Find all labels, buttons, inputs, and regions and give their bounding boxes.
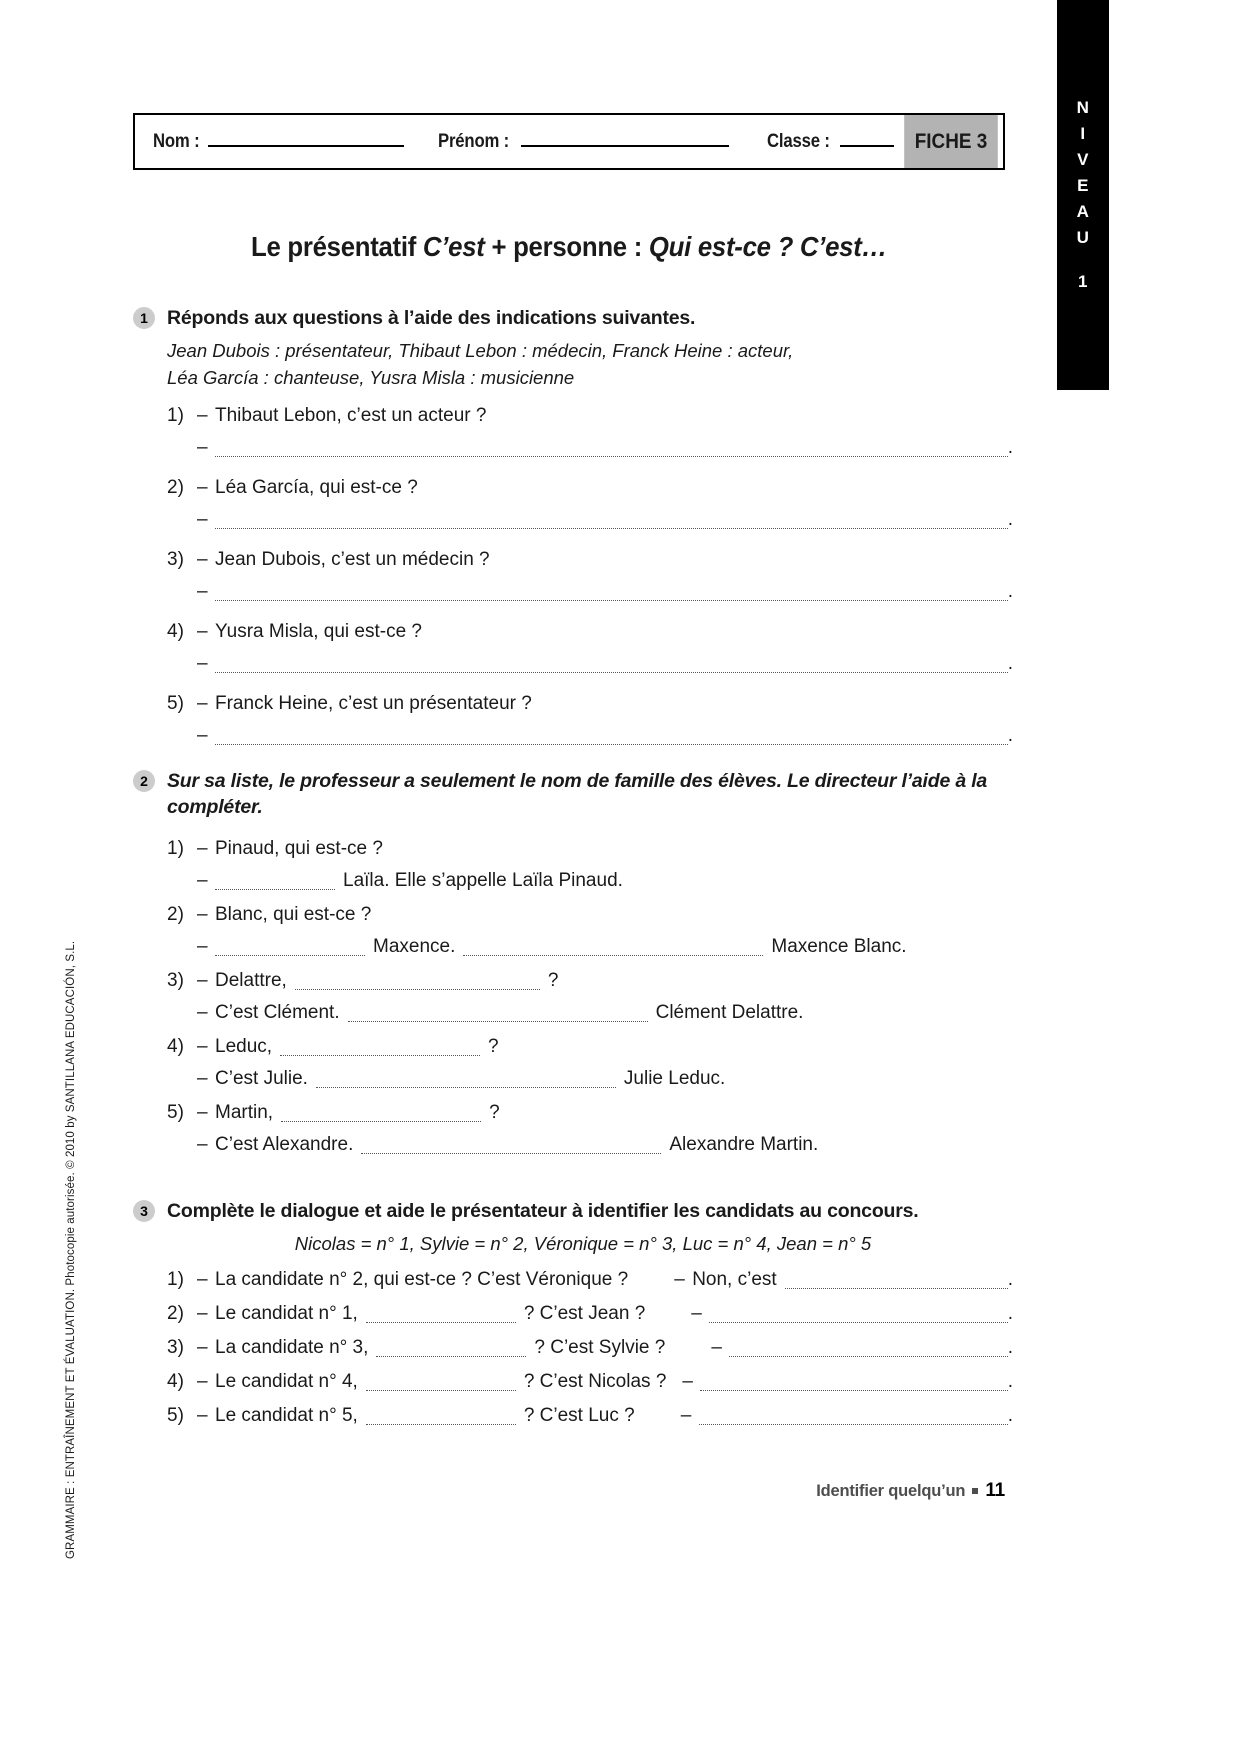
question-row <box>167 1333 1013 1363</box>
niveau-letter: A <box>1076 202 1090 221</box>
answer-dash: – <box>682 1371 693 1392</box>
prenom-label: Prénom : <box>437 130 509 152</box>
fiche-badge: FICHE 3 <box>904 115 998 168</box>
exercise-2-header <box>133 768 1013 820</box>
question-blank[interactable] <box>366 1389 516 1391</box>
question-blank[interactable] <box>376 1355 526 1357</box>
answer-row <box>167 649 1013 679</box>
answer-period: . <box>1007 437 1013 458</box>
answer-tail: Maxence Blanc. <box>771 936 907 957</box>
item-question-post: ? <box>489 1102 500 1123</box>
answer-blank[interactable] <box>729 1355 1007 1357</box>
answer-dash: – <box>197 870 208 891</box>
item-question-post: ? C’est Sylvie ? <box>534 1337 666 1358</box>
exercise-1-items <box>167 401 1013 751</box>
answer-text: Maxence. <box>373 936 456 957</box>
question-row <box>167 1299 1013 1329</box>
answer-row <box>167 998 1013 1028</box>
footer-square-icon <box>972 1488 978 1494</box>
question-row <box>167 689 1013 719</box>
item-dash: – <box>197 970 208 991</box>
answer-blank[interactable] <box>215 599 1008 601</box>
answer-pre: C’est Alexandre. <box>215 1134 354 1155</box>
page-title <box>168 231 970 263</box>
item-question-pre: Le candidat n° 4, <box>215 1371 358 1392</box>
item-number: 5) <box>167 693 184 714</box>
classe-label: Classe : <box>766 130 830 152</box>
answer-period: . <box>1007 725 1013 746</box>
answer-blank[interactable] <box>215 527 1008 529</box>
answer-row <box>167 932 1013 962</box>
item-number: 5) <box>167 1102 184 1123</box>
item-question-post: ? C’est Nicolas ? <box>523 1371 667 1392</box>
niveau-letter: U <box>1076 228 1090 247</box>
footer-label: Identifier quelqu’un <box>816 1482 966 1500</box>
exercise-1-number: 1 <box>133 307 155 329</box>
item-question: Franck Heine, c’est un présentateur ? <box>215 693 532 714</box>
classe-input-rule[interactable] <box>840 144 894 147</box>
niveau-tab <box>1057 0 1109 390</box>
question-row <box>167 401 1013 431</box>
answer-tail: Non, c’est <box>692 1269 777 1290</box>
niveau-letter: E <box>1077 176 1089 195</box>
question-row <box>167 966 1013 996</box>
answer-blank[interactable] <box>215 888 335 890</box>
question-row <box>167 1265 1013 1295</box>
item-question: Jean Dubois, c’est un médecin ? <box>215 549 490 570</box>
answer-dash: – <box>197 1068 208 1089</box>
answer-dash: – <box>197 581 208 602</box>
item-number: 4) <box>167 1036 184 1057</box>
answer-period: . <box>1007 1405 1013 1426</box>
answer-blank[interactable] <box>700 1389 1007 1391</box>
answer-blank[interactable] <box>709 1321 1007 1323</box>
item-question: Blanc, qui est-ce ? <box>215 904 372 925</box>
exercise-2-number: 2 <box>133 770 155 792</box>
item-question-post: ? C’est Jean ? <box>523 1303 646 1324</box>
item-number: 4) <box>167 1371 184 1392</box>
answer-blank[interactable] <box>699 1423 1008 1425</box>
niveau-number: 1 <box>1078 272 1088 291</box>
question-row <box>167 1098 1013 1128</box>
answer-period: . <box>1007 653 1013 674</box>
item-number: 1) <box>167 405 184 426</box>
answer-dash: – <box>197 509 208 530</box>
item-dash: – <box>197 1036 208 1057</box>
item-question: Pinaud, qui est-ce ? <box>215 838 383 859</box>
item-number: 2) <box>167 477 184 498</box>
item-question-post: ? <box>488 1036 499 1057</box>
answer-blank[interactable] <box>785 1287 1008 1289</box>
title-italic2: Qui est-ce ? C’est… <box>648 231 888 262</box>
answer-row <box>167 866 1013 896</box>
answer-period: . <box>1007 1337 1013 1358</box>
item-dash: – <box>197 477 208 498</box>
question-row <box>167 1032 1013 1062</box>
exercise-1-cue-line-1: Jean Dubois : présentateur, Thibaut Lebon : médecin, Franck Heine : acteur, <box>167 340 794 361</box>
item-dash: – <box>197 1269 208 1290</box>
answer-tail: Alexandre Martin. <box>669 1134 819 1155</box>
title-italic1: C’est <box>422 231 485 262</box>
answer-dash: – <box>674 1269 685 1290</box>
question-row <box>167 617 1013 647</box>
answer-blank[interactable] <box>215 954 365 956</box>
answer-row <box>167 1130 1013 1160</box>
answer-dash: – <box>197 936 208 957</box>
item-dash: – <box>197 1405 208 1426</box>
item-number: 5) <box>167 1405 184 1426</box>
answer-row <box>167 577 1013 607</box>
item-dash: – <box>197 549 208 570</box>
question-blank[interactable] <box>280 1054 480 1056</box>
nom-label: Nom : <box>153 130 200 152</box>
item-dash: – <box>197 1102 208 1123</box>
answer-blank[interactable] <box>215 743 1008 745</box>
item-number: 4) <box>167 621 184 642</box>
item-question: Léa García, qui est-ce ? <box>215 477 418 498</box>
page-footer <box>133 1480 1005 1502</box>
question-row <box>167 900 1013 930</box>
answer-dash: – <box>197 437 208 458</box>
exercise-2 <box>133 768 1013 1160</box>
answer-period: . <box>1007 1371 1013 1392</box>
exercise-3-number: 3 <box>133 1200 155 1222</box>
answer-row <box>167 721 1013 751</box>
item-number: 1) <box>167 838 184 859</box>
answer-period: . <box>1007 581 1013 602</box>
item-question-pre: Leduc, <box>215 1036 273 1057</box>
answer-dash: – <box>711 1337 722 1358</box>
answer-pre: C’est Julie. <box>215 1068 308 1089</box>
answer-dash: – <box>197 653 208 674</box>
exercise-1-header <box>133 305 1013 331</box>
answer-period: . <box>1007 1303 1013 1324</box>
answer-dash: – <box>197 1134 208 1155</box>
item-number: 2) <box>167 904 184 925</box>
answer-dash: – <box>691 1303 702 1324</box>
answer-blank[interactable] <box>361 1152 661 1154</box>
item-question-pre: La candidate n° 3, <box>215 1337 369 1358</box>
answer-blank[interactable] <box>316 1086 616 1088</box>
question-row <box>167 1401 1013 1431</box>
answer-period: . <box>1007 1269 1013 1290</box>
exercise-1-cue-line-2: Léa García : chanteuse, Yusra Misla : musicienne <box>167 367 575 388</box>
niveau-letter: N <box>1076 98 1090 117</box>
niveau-letter: I <box>1080 124 1086 143</box>
answer-period: . <box>1007 509 1013 530</box>
identity-fields <box>135 131 899 153</box>
item-dash: – <box>197 1303 208 1324</box>
exercise-3-cue-line: Nicolas = n° 1, Sylvie = n° 2, Véronique = n° 3, Luc = n° 4, Jean = n° 5 <box>294 1233 872 1254</box>
exercise-1 <box>133 305 1013 751</box>
item-dash: – <box>197 1337 208 1358</box>
item-question-pre: Delattre, <box>215 970 287 991</box>
item-dash: – <box>197 621 208 642</box>
item-number: 2) <box>167 1303 184 1324</box>
item-dash: – <box>197 838 208 859</box>
exercise-2-items <box>167 834 1013 1160</box>
answer-blank[interactable] <box>215 671 1008 673</box>
item-question-pre: Le candidat n° 5, <box>215 1405 358 1426</box>
answer-dash: – <box>197 1002 208 1023</box>
item-question-post: ? <box>547 970 559 991</box>
question-row <box>167 473 1013 503</box>
item-question-pre: Martin, <box>215 1102 274 1123</box>
question-row <box>167 834 1013 864</box>
item-dash: – <box>197 904 208 925</box>
niveau-letter: V <box>1077 150 1089 169</box>
exercise-1-instruction: Réponds aux questions à l’aide des indications suivantes. <box>167 307 696 329</box>
item-number: 1) <box>167 1269 184 1290</box>
answer-blank[interactable] <box>215 455 1008 457</box>
title-part1: Le présentatif <box>250 231 423 262</box>
question-blank[interactable] <box>366 1423 516 1425</box>
answer-dash: – <box>680 1405 692 1426</box>
item-question-pre: Le candidat n° 1, <box>215 1303 358 1324</box>
exercise-3 <box>133 1198 1013 1431</box>
prenom-input-rule[interactable] <box>521 144 729 147</box>
item-number: 3) <box>167 549 184 570</box>
question-row <box>167 545 1013 575</box>
question-blank[interactable] <box>295 988 540 990</box>
page-number: 11 <box>985 1480 1005 1501</box>
exercise-3-header <box>133 1198 1013 1224</box>
question-blank[interactable] <box>281 1120 481 1122</box>
item-dash: – <box>197 693 208 714</box>
answer-tail: Julie Leduc. <box>623 1068 726 1089</box>
answer-row <box>167 505 1013 535</box>
exercise-3-instruction: Complète le dialogue et aide le présentateur à identifier les candidats au concours. <box>167 1200 919 1222</box>
answer-text: Laïla. Elle s’appelle Laïla Pinaud. <box>343 870 623 891</box>
answer-tail: Clément Delattre. <box>655 1002 804 1023</box>
student-identity-box <box>133 113 1005 170</box>
answer-pre: C’est Clément. <box>215 1002 340 1023</box>
item-dash: – <box>197 405 208 426</box>
question-row <box>167 1367 1013 1397</box>
item-question: La candidate n° 2, qui est-ce ? C’est Véronique ? <box>215 1269 629 1290</box>
nom-input-rule[interactable] <box>208 144 404 147</box>
item-number: 3) <box>167 970 184 991</box>
item-dash: – <box>197 1371 208 1392</box>
item-question: Thibaut Lebon, c’est un acteur ? <box>215 405 487 426</box>
question-blank[interactable] <box>366 1321 516 1323</box>
title-part2: + personne : <box>484 231 649 262</box>
answer-blank-2[interactable] <box>463 954 763 956</box>
answer-blank[interactable] <box>348 1020 648 1022</box>
answer-row <box>167 1064 1013 1094</box>
answer-dash: – <box>197 725 208 746</box>
exercise-2-instruction: Sur sa liste, le professeur a seulement le nom de famille des élèves. Le directeur l’aide à la compléter. <box>167 770 988 818</box>
exercise-3-items <box>167 1265 1013 1431</box>
item-number: 3) <box>167 1337 184 1358</box>
item-question-post: ? C’est Luc ? <box>523 1405 635 1426</box>
answer-row <box>167 433 1013 463</box>
copyright-credit: GRAMMAIRE : ENTRAÎNEMENT ET ÉVALUATION. Photocopie autorisée. © 2010 by SANTILLANA EDUCACIÓN, S.L. <box>65 940 77 1559</box>
item-question: Yusra Misla, qui est-ce ? <box>215 621 422 642</box>
